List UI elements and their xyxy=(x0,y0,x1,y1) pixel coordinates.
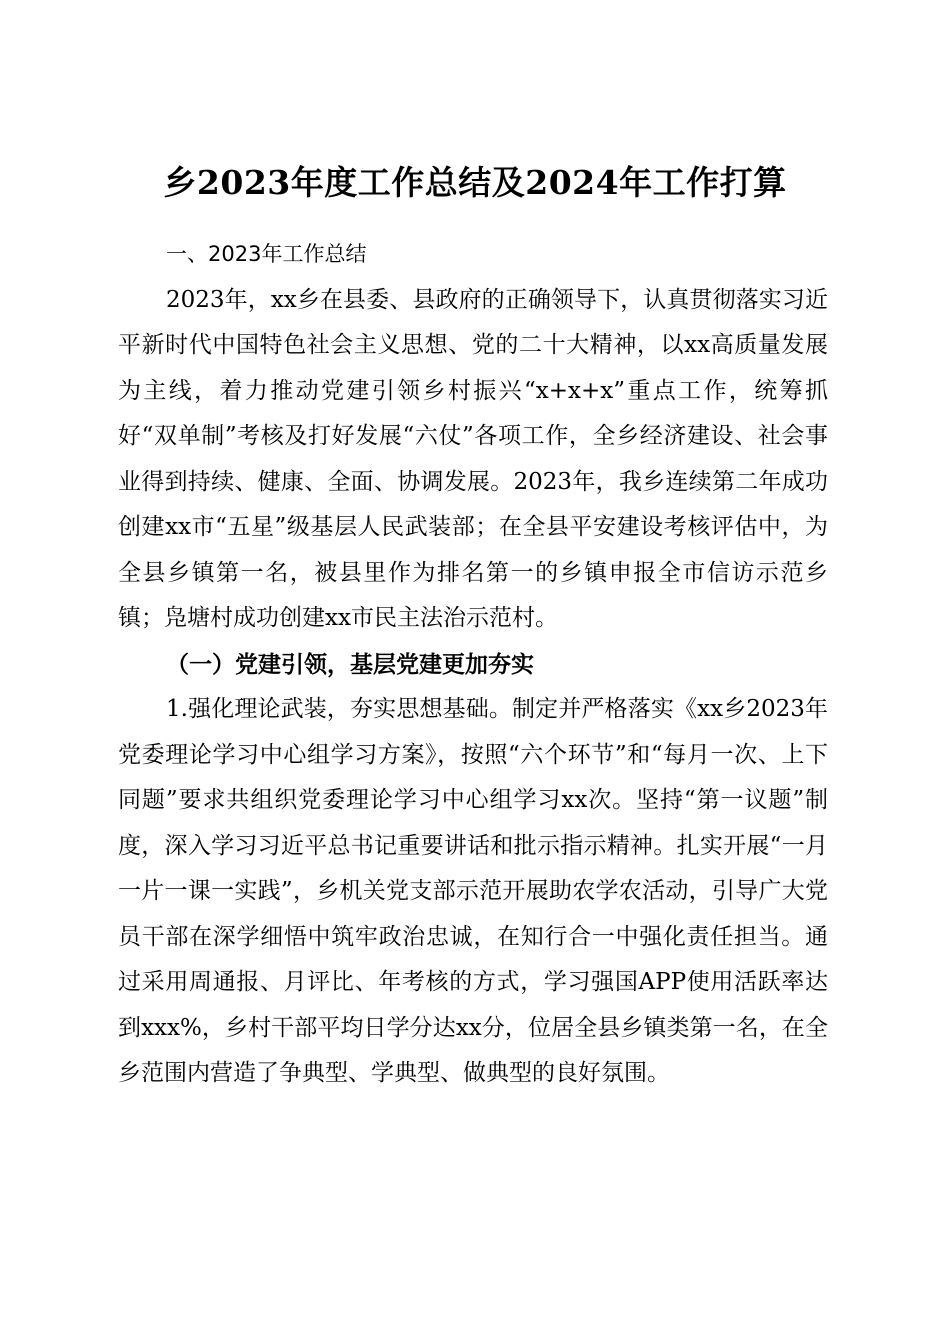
document-body xyxy=(118,232,828,1097)
section-heading: 一、2023年工作总结 xyxy=(166,242,367,266)
subsection-heading: （一）党建引领，基层党建更加夯实 xyxy=(166,650,534,678)
body-paragraph: 2023年，xx乡在县委、县政府的正确领导下，认真贯彻落实习近平新时代中国特色社会主义思想、党的二十大精神，以xx高质量发展为主线，着力推动党建引领乡村振兴“x+x+x”重点工作，统筹抓好“双单制”考核及打好发展“六仗”各项工作，全乡经济建设、社会事业得到持续、健康、全面、协调发展。2023年，我乡连续第二年成功创建xx市“五星”级基层人民武装部；在全县平安建设考核评估中，为全县乡镇第一名，被县里作为排名第一的乡镇申报全市信访示范乡镇；凫塘村成功创建xx市民主法治示范村。 xyxy=(118,286,828,631)
body-paragraph: 1.强化理论武装，夯实思想基础。制定并严格落实《xx乡2023年党委理论学习中心组学习方案》，按照“六个环节”和“每月一次、上下同题”要求共组织党委理论学习中心组学习xx次。坚持“第一议题”制度，深入学习习近平总书记重要讲话和批示指示精神。扎实开展“一月一片一课一实践”，乡机关党支部示范开展助农学农活动，引导广大党员干部在深学细悟中筑牢政治忠诚，在知行合一中强化责任担当。通过采用周通报、月评比、年考核的方式，学习强国APP使用活跃率达到xxx%，乡村干部平均日学分达xx分，位居全县乡镇类第一名，在全乡范围内营造了争典型、学典型、做典型的良好氛围。 xyxy=(118,696,828,1086)
document-title: 乡2023年度工作总结及2024年工作打算 xyxy=(163,163,787,203)
